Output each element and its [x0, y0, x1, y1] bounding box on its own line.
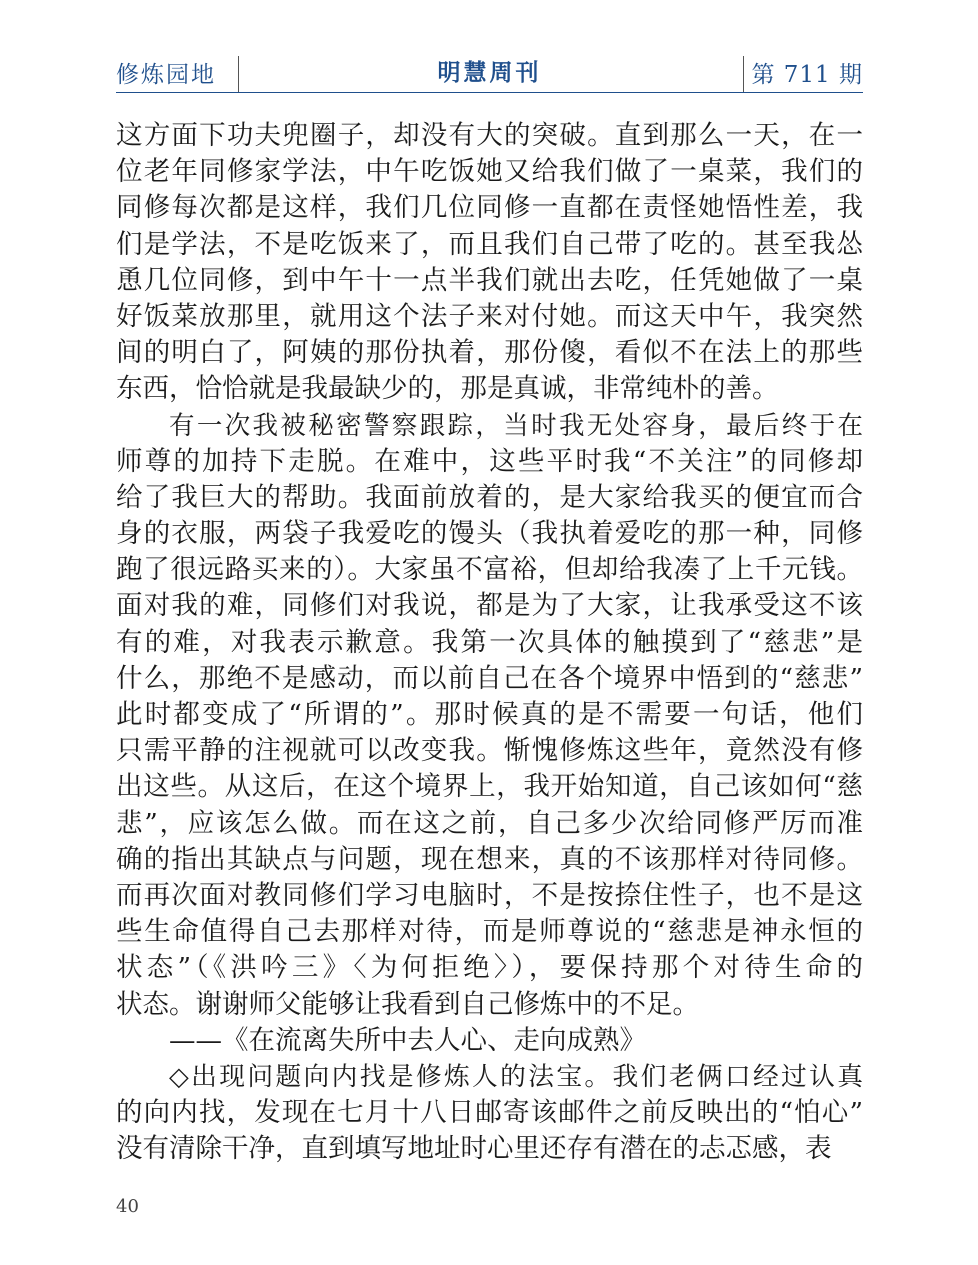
- text-line: 些生命值得自己去那样对待，而是师尊说的“慈悲是神永恒的: [116, 916, 863, 948]
- text-line: 出这些。从这后，在这个境界上，我开始知道，自己该如何“慈: [116, 771, 863, 803]
- text-line: 身的衣服，两袋子我爱吃的馒头（我执着爱吃的那一种，同修: [116, 518, 863, 550]
- section-title: 修炼园地: [116, 62, 216, 88]
- text-line: 面对我的难，同修们对我说，都是为了大家，让我承受这不该: [116, 590, 863, 622]
- text-line: 有一次我被秘密警察跟踪，当时我无处容身，最后终于在: [169, 410, 863, 441]
- text-line: 间的明白了，阿姨的那份执着，那份傻，看似不在法上的那些: [116, 337, 863, 369]
- page-number: 40: [116, 1196, 139, 1217]
- text-line: 的向内找，发现在七月十八日邮寄该邮件之前反映出的“怕心”: [116, 1097, 863, 1129]
- header-divider-right: [743, 56, 744, 92]
- text-line: 而再次面对教同修们学习电脑时，不是按捺住性子，也不是这: [116, 879, 863, 911]
- paragraph: [116, 408, 863, 1023]
- page-header: [116, 48, 863, 93]
- text-line: 确的指出其缺点与问题，现在想来，真的不该那样对待同修。: [116, 843, 863, 875]
- text-line: 此时都变成了“所谓的”。那时候真的是不需要一句话，他们: [116, 699, 863, 730]
- issue-number: 第 711 期: [751, 62, 863, 88]
- text-line: 同修每次都是这样，我们几位同修一直都在责怪她悟性差，我: [116, 192, 863, 224]
- text-line: 悲”，应该怎么做。而在这之前，自己多少次给同修严厉而准: [116, 807, 863, 839]
- text-line: 状态。谢谢师父能够让我看到自己修炼中的不足。: [116, 988, 699, 1020]
- text-line: 这方面下功夫兜圈子，却没有大的突破。直到那么一天，在一: [116, 120, 863, 151]
- paragraph: [116, 1059, 863, 1168]
- paragraph: [116, 118, 863, 408]
- text-line: 位老年同修家学法，中午吃饭她又给我们做了一桌菜，我们的: [116, 156, 863, 188]
- text-line: 东西，恰恰就是我最缺少的，那是真诚，非常纯朴的善。: [116, 373, 779, 405]
- article-body: [116, 118, 863, 1167]
- text-line: 什么，那绝不是感动，而以前自己在各个境界中悟到的“慈悲”: [116, 662, 863, 694]
- text-line: 们是学法，不是吃饭来了，而且我们自己带了吃的。甚至我怂: [116, 228, 863, 260]
- text-line: 只需平静的注视就可以改变我。惭愧修炼这些年，竟然没有修: [116, 735, 863, 767]
- publication-title: 明慧周刊: [437, 59, 542, 86]
- text-line: 师尊的加持下走脱。在难中，这些平时我“不关注”的同修却: [116, 445, 863, 477]
- text-line: 恿几位同修，到中午十一点半我们就出去吃，任凭她做了一桌: [116, 264, 863, 296]
- text-line: 状态”（《洪吟三》〈为何拒绝〉），要保持那个对待生命的: [116, 952, 863, 984]
- text-line: 没有清除干净，直到填写地址时心里还存有潜在的忐忑感，表: [116, 1133, 832, 1165]
- text-line: 给了我巨大的帮助。我面前放着的，是大家给我买的便宜而合: [116, 481, 863, 513]
- text-line: ——《在流离失所中去人心、走向成熟》: [169, 1024, 646, 1056]
- text-line: 好饭菜放那里，就用这个法子来对付她。而这天中午，我突然: [116, 300, 863, 332]
- text-line: 有的难，对我表示歉意。我第一次具体的触摸到了“慈悲”是: [116, 626, 863, 658]
- paragraph: [116, 1023, 863, 1059]
- text-line: 跑了很远路买来的）。大家虽不富裕，但却给我凑了上千元钱。: [116, 554, 863, 586]
- text-line: ◇出现问题向内找是修炼人的法宝。我们老俩口经过认真: [169, 1061, 863, 1092]
